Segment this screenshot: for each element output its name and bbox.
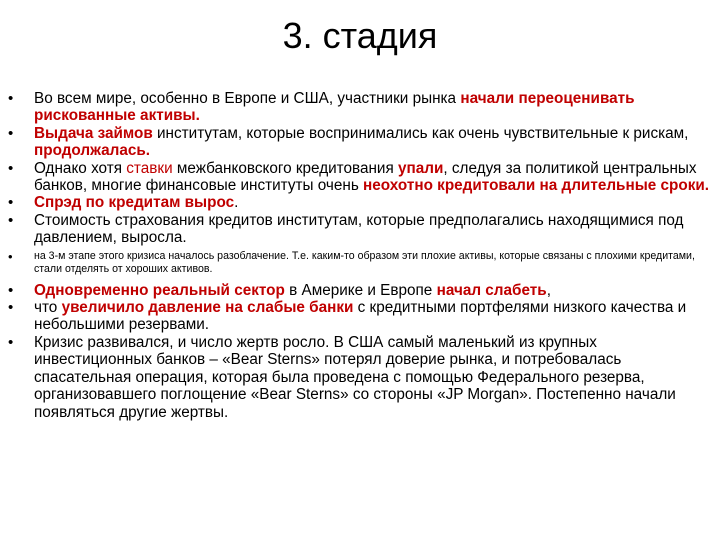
bullet-icon: • <box>8 90 14 107</box>
bullet-list <box>8 90 712 421</box>
highlight-text: упали <box>398 159 444 177</box>
bullet-item-8: • что увеличило давление на слабые банки с кредитными портфелями низкого качества и небольшими резервами. <box>8 299 687 334</box>
bullet-icon: • <box>8 248 13 264</box>
bullet-item-2: • Выдача займов институтам, которые воспринимались как очень чувствительные к рискам, продолжалась. <box>8 124 689 160</box>
bullet-icon: • <box>8 281 14 299</box>
highlight-text: ставки <box>126 159 173 177</box>
highlight-text: Спрэд по кредитам вырос <box>34 194 235 212</box>
bullet-item-4: • Спрэд по кредитам вырос. <box>8 194 239 212</box>
bullet-item-3: • Однако хотя ставки межбанковского кредитования упали, следуя за политикой центральных банков, многие финансовые институты очень неохотно кредитовали на длительные сроки. <box>8 159 710 195</box>
slide-title: 3. стадия <box>282 15 438 56</box>
highlight-text: продолжалась. <box>34 142 151 160</box>
highlight-text: Одновременно реальный сектор <box>34 281 285 299</box>
bullet-icon: • <box>8 159 14 177</box>
highlight-text: неохотно кредитовали на длительные сроки. <box>363 177 710 195</box>
highlight-text: начал слабеть <box>436 281 547 299</box>
highlight-text: начали переоценивать рискованные активы. <box>34 90 635 125</box>
bullet-icon: • <box>8 194 14 212</box>
bullet-icon: • <box>8 299 14 317</box>
bullet-icon: • <box>8 124 14 142</box>
bullet-item-7: • Одновременно реальный сектор в Америке и Европе начал слабеть, <box>8 281 551 299</box>
highlight-text: Выдача займов <box>34 124 153 142</box>
bullet-item-9: • Кризис развивался, и число жертв росло. В США самый маленький из крупных инвестиционных банков – «Bear Sterns» потерял доверие рынка, и потребовалась спасательная операция, которая была проведена с помощью Федерального резерва, организовавшего поглощение «Bear Sterns» со стороны «JP Morgan». Постепенно начали появляться другие жертвы. <box>8 333 676 421</box>
bullet-item-5: • Стоимость страхования кредитов институтам, которые предполагались находящимися под давлением, выросла. <box>8 211 684 247</box>
bullet-item-1: • Во всем мире, особенно в Европе и США, участники рынка начали переоценивать рискованные активы. <box>8 90 635 125</box>
bullet-icon: • <box>8 333 14 351</box>
bullet-item-6: • на 3-м этапе этого кризиса началось разоблачение. Т.е. каким-то образом эти плохие активы, которые связаны с плохими кредитами, стали отделять от хороших активов. <box>8 248 695 275</box>
bullet-icon: • <box>8 211 14 229</box>
highlight-text: увеличило давление на слабые банки <box>61 299 354 317</box>
